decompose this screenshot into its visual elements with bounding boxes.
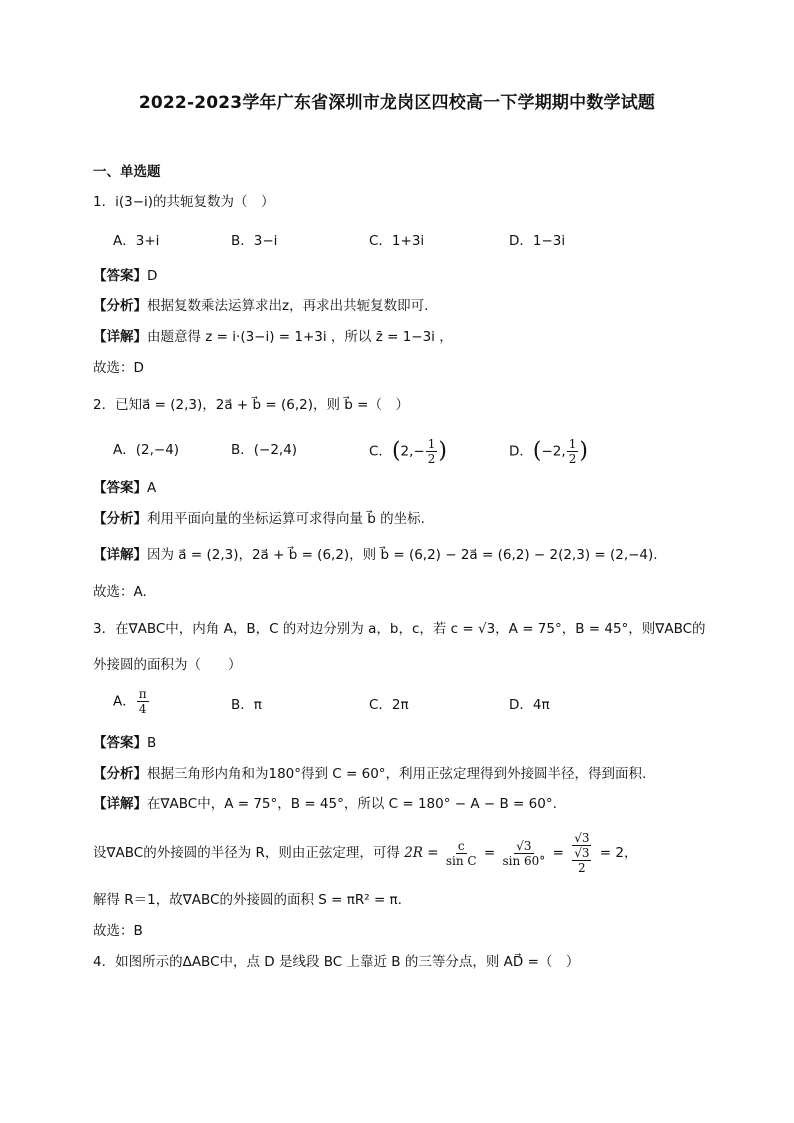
q3-option-a-label: A．: [113, 693, 136, 710]
q2-analysis: [93, 509, 425, 529]
paren-close-icon: ): [579, 438, 588, 464]
q2-option-c-label: C．: [369, 443, 392, 460]
q3-sine-rule: [93, 826, 637, 882]
paren-close-icon: ): [438, 438, 447, 464]
fraction-den: [569, 846, 594, 875]
fraction: [444, 839, 479, 868]
fraction-num: c: [457, 838, 465, 853]
detail-tag: 【详解】: [93, 547, 147, 563]
analysis-text: 根据三角形内角和为180°得到 C = 60°，利用正弦定理得到外接圆半径，得到面积.: [147, 766, 647, 782]
q3-detail: [93, 794, 557, 814]
q4-stem: 4．如图所示的ΔABC中，点 D 是线段 BC 上靠近 B 的三等分点，则 AD⃗ =（ ）: [93, 954, 580, 970]
eq-lhs: 2R =: [404, 845, 439, 861]
answer-value: B: [147, 735, 157, 751]
answer-value: A: [147, 480, 157, 496]
q2-detail: [93, 545, 658, 565]
fraction: [426, 437, 438, 466]
fraction: [137, 687, 149, 716]
q2-option-d: [509, 437, 588, 466]
q3-option-c: C．2π: [369, 697, 409, 713]
q2-option-d-text: −2,: [541, 443, 566, 460]
answer-tag: 【答案】: [93, 268, 147, 284]
fraction-den: 2: [427, 452, 436, 466]
fraction-num: 1: [427, 437, 436, 451]
q1-option-c: C．1+3i: [369, 233, 425, 249]
q2-choose: 故选：A.: [93, 584, 147, 600]
q1-option-d: D．1−3i: [509, 233, 566, 249]
answer-tag: 【答案】: [93, 735, 147, 751]
q3-answer: [93, 733, 156, 753]
q2-answer: [93, 478, 156, 498]
fraction-num: √3: [574, 831, 590, 845]
detail-text: 由题意得 z = i·(3−i) = 1+3i ，所以 z̄ = 1−3i ，: [147, 329, 453, 345]
eq-result: = 2，: [599, 845, 638, 861]
q2-option-d-label: D．: [509, 443, 533, 460]
fraction-den: 2: [568, 452, 577, 466]
fraction-num: π: [138, 687, 147, 701]
q3-analysis: [93, 764, 646, 784]
fraction-den: sin 60°: [502, 853, 546, 868]
q2-stem-math: a⃗ = (2,3)，2a⃗ + b⃗ = (6,2)，则 b⃗ =（ ）: [142, 397, 409, 413]
fraction-num: √3: [516, 838, 532, 853]
detail-tag: 【详解】: [93, 329, 147, 345]
fraction: [500, 839, 547, 868]
q1-stem: 1．i(3−i)的共轭复数为（ ）: [93, 194, 275, 210]
sine-rule-text: 设∇ABC的外接圆的半径为 R，则由正弦定理，可得: [93, 845, 400, 861]
nested-fraction: [569, 831, 594, 875]
answer-tag: 【答案】: [93, 480, 147, 496]
fraction: [572, 846, 591, 875]
q1-option-a: A．3+i: [113, 233, 160, 249]
q3-option-b: B．π: [231, 697, 262, 713]
q2-option-c: [369, 437, 447, 466]
q2-option-c-text: 2,−: [400, 443, 425, 460]
q3-option-a: [113, 687, 150, 716]
eq-sign: =: [552, 845, 564, 861]
q2-option-a: A．(2,−4): [113, 442, 180, 458]
analysis-tag: 【分析】: [93, 511, 147, 527]
q3-option-d: D．4π: [509, 697, 550, 713]
fraction-num: √3: [574, 846, 590, 860]
analysis-tag: 【分析】: [93, 766, 147, 782]
analysis-text: 根据复数乘法运算求出z，再求出共轭复数即可.: [147, 298, 429, 314]
detail-text: 在∇ABC中，A = 75°，B = 45°，所以 C = 180° − A − B = 60°.: [147, 796, 557, 812]
section-heading: 一、单选题: [93, 164, 161, 180]
q1-answer: [93, 266, 157, 286]
q2-stem: [93, 395, 409, 415]
q3-stem-line1: 3．在∇ABC中，内角 A，B，C 的对边分别为 a，b，c，若 c = √3，A = 75°，B = 45°，则∇ABC的: [93, 621, 706, 637]
paren-open-icon: (: [532, 438, 542, 464]
fraction-den: sin C: [445, 853, 477, 868]
analysis-text: 利用平面向量的坐标运算可求得向量 b⃗ 的坐标.: [147, 511, 425, 527]
detail-tag: 【详解】: [93, 796, 147, 812]
q3-choose: 故选：B: [93, 923, 143, 939]
fraction-den: 2: [578, 861, 586, 875]
q3-stem-line2: 外接圆的面积为（ ）: [93, 657, 242, 673]
analysis-tag: 【分析】: [93, 298, 147, 314]
q3-detail3: 解得 R＝1，故∇ABC的外接圆的面积 S = πR² = π.: [93, 892, 402, 908]
page-title: 2022-2023学年广东省深圳市龙岗区四校高一下学期期中数学试题: [138, 93, 656, 113]
q1-detail: [93, 327, 453, 347]
paren-open-icon: (: [391, 438, 401, 464]
q1-option-b: B．3−i: [231, 233, 278, 249]
fraction-den: 4: [138, 702, 147, 716]
q1-choose: 故选：D: [93, 360, 144, 376]
fraction-num: 1: [568, 437, 577, 451]
q2-option-b: B．(−2,4): [231, 442, 298, 458]
eq-sign: =: [483, 845, 496, 861]
q2-stem-prefix: 2．已知: [93, 397, 143, 413]
answer-value: D: [147, 268, 158, 284]
fraction: [567, 437, 579, 466]
detail-text: 因为 a⃗ = (2,3)，2a⃗ + b⃗ = (6,2)，则 b⃗ = (6,2) − 2a⃗ = (6,2) − 2(2,3) = (2,−4).: [147, 547, 658, 563]
q1-analysis: [93, 296, 428, 316]
